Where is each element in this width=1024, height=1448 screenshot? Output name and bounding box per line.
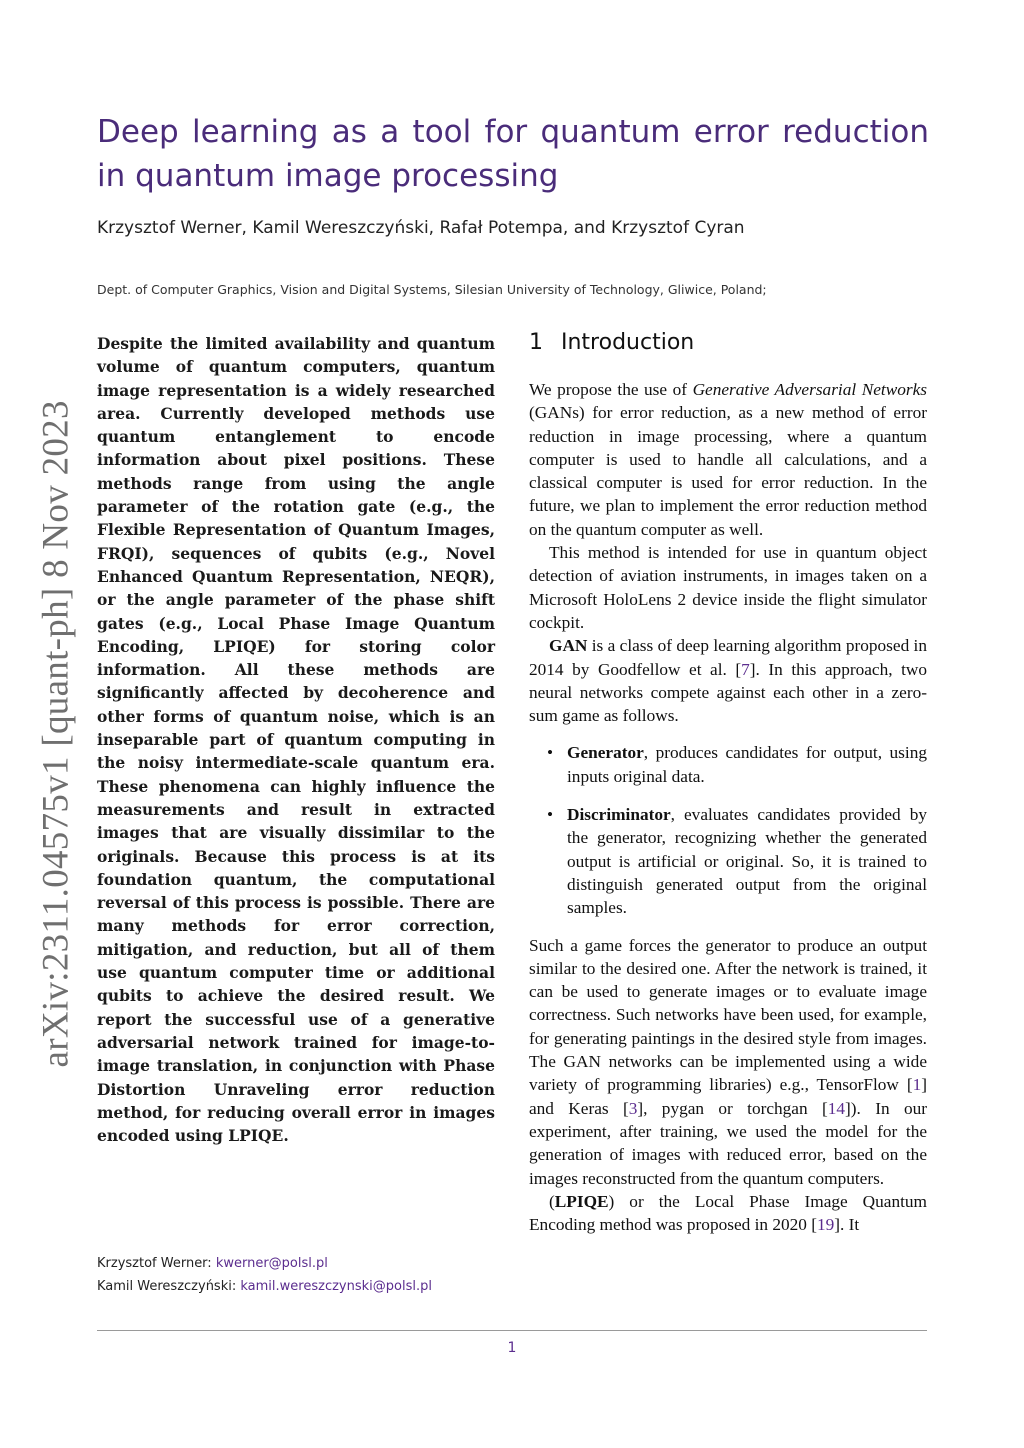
main-column: [529, 328, 927, 1236]
citation-link[interactable]: 3: [628, 1098, 638, 1118]
list-item: • Generator, produces candidates for output, using inputs original data.: [547, 743, 927, 786]
term: Discriminator: [567, 805, 671, 825]
paragraph: Such a game forces the generator to produce an output similar to the desired one. After the network is trained, it can be used to generate images or to evaluate image correctness. Such networks have been used, for example, for generating paintings in the desired style from images. The GAN networks can be implemented using a wide variety of programming libraries) e.g., TensorFlow [1] and Keras [3], pygan or torchgan [14]). In our experiment, after training, we used the model for the generation of images with reduced error, based on the images reconstructed from the quantum computers.: [529, 935, 927, 1188]
bullet-icon: •: [547, 805, 554, 825]
contact-label: Krzysztof Werner:: [97, 1256, 212, 1271]
citation-link[interactable]: 14: [827, 1098, 846, 1118]
email-link[interactable]: kwerner@polsl.pl: [215, 1256, 328, 1271]
emphasis: Generative Adversarial Networks: [692, 380, 927, 399]
author-list: Krzysztof Werner, Kamil Wereszczyński, Rafał Potempa, and Krzysztof Cyran: [97, 218, 745, 238]
term: Generator: [567, 743, 644, 763]
section-title: Introduction: [561, 330, 695, 355]
term: LPIQE: [554, 1191, 609, 1211]
email-link[interactable]: kamil.wereszczynski@polsl.pl: [240, 1279, 432, 1294]
section-number: 1: [529, 330, 543, 355]
citation-link[interactable]: 7: [741, 659, 750, 679]
paper-title: Deep learning as a tool for quantum error reduction in quantum image processing: [97, 114, 929, 194]
footer-rule: [97, 1330, 927, 1331]
contact-block: [97, 1252, 432, 1298]
bullet-icon: •: [547, 743, 554, 763]
citation-link[interactable]: 19: [816, 1215, 835, 1235]
term: GAN: [549, 636, 588, 656]
contact-label: Kamil Wereszczyński:: [97, 1279, 237, 1294]
paragraph: We propose the use of Generative Adversarial Networks (GANs) for error reduction, as a new method of error reduction in image processing, where a quantum computer is used to handle all calculations, and a classical computer is used for error reduction. In the future, we plan to implement the error reduction method on the quantum computer as well.: [529, 380, 927, 539]
affiliation: Dept. of Computer Graphics, Vision and Digital Systems, Silesian University of Technology, Gliwice, Poland;: [97, 282, 767, 297]
paragraph: This method is intended for use in quantum object detection of aviation instruments, in images taken on a Microsoft HoloLens 2 device inside the flight simulator cockpit.: [529, 543, 927, 632]
paragraph: GAN is a class of deep learning algorithm proposed in 2014 by Goodfellow et al. [7]. In this approach, two neural networks compete against each other in a zero-sum game as follows.: [529, 636, 927, 726]
abstract: Despite the limited availability and quantum volume of quantum computers, quantum image representation is a widely researched area. Currently developed methods use quantum entanglement to encode information about pixel positions. These methods range from using the angle parameter of the rotation gate (e.g., the Flexible Representation of Quantum Images, FRQI), sequences of qubits (e.g., Novel Enhanced Quantum Representation, NEQR), or the angle parameter of the phase shift gates (e.g., Local Phase Image Quantum Encoding, LPIQE) for storing color information. All these methods are significantly affected by decoherence and other forms of quantum noise, which is an inseparable part of quantum computing in the noisy intermediate-scale quantum era. These phenomena can highly influence the measurements and result in extracted images that are visually dissimilar to the originals. Because this process is at its foundation quantum, the computational reversal of this process is possible. There are many methods for error correction, mitigation, and reduction, but all of them use quantum computer time or additional qubits to achieve the desired result. We report the successful use of a generative adversarial network trained for image-to-image translation, in conjunction with Phase Distortion Unraveling error reduction method, for reducing overall error in images encoded using LPIQE.: [97, 334, 495, 1146]
bullet-list: [529, 741, 927, 919]
page-number: 1: [507, 1340, 517, 1356]
section-heading: [529, 328, 927, 358]
paragraph: (LPIQE) or the Local Phase Image Quantum Encoding method was proposed in 2020 [19]. It: [529, 1191, 927, 1235]
list-item: • Discriminator, evaluates candidates provided by the generator, recognizing whether the generated output is artificial or original. So, it is trained to distinguish generated output from the original samples.: [547, 805, 927, 918]
contact-line: [97, 1275, 432, 1298]
arxiv-stamp: arXiv:2311.04575v1 [quant-ph] 8 Nov 2023: [35, 400, 77, 1068]
citation-link[interactable]: 1: [912, 1075, 922, 1095]
contact-line: [97, 1252, 432, 1275]
